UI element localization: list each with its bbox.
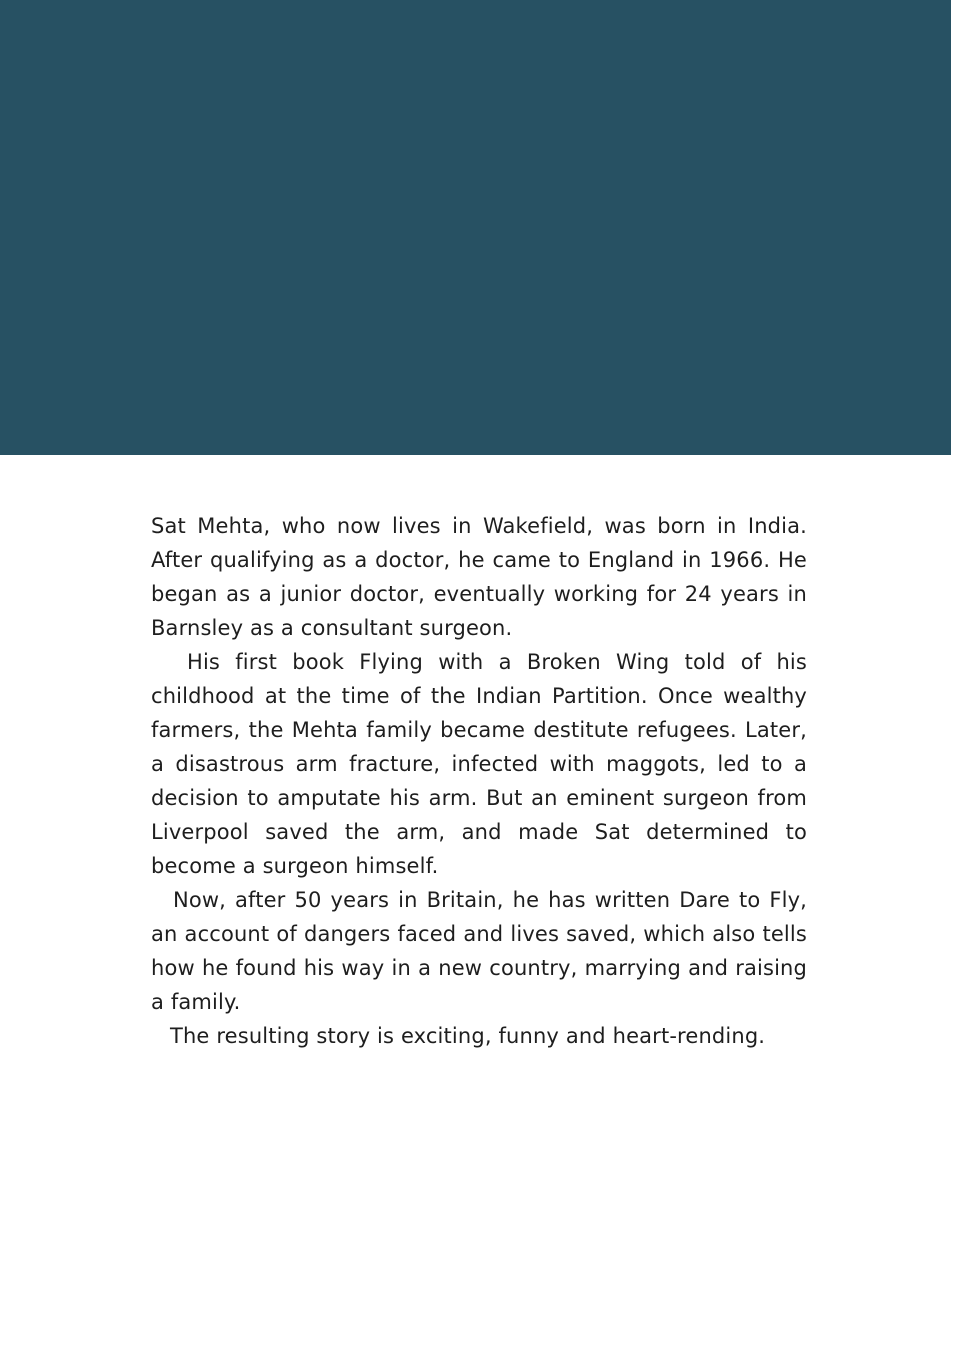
author-blurb (151, 509, 807, 1053)
blurb-paragraph-4: The resulting story is exciting, funny and heart-rending. (170, 1024, 766, 1048)
blurb-paragraph-2: His first book Flying with a Broken Wing told of his childhood at the time of the Indian Partition. Once wealthy farmers, the Mehta family became destitute refugees. Later, a disastrous arm fracture, infected with maggots, led to a decision to amputate his arm. But an eminent surgeon from Liverpool saved the arm, and made Sat determined to become a surgeon himself. (151, 650, 807, 878)
blurb-paragraph-1: Sat Mehta, who now lives in Wakefield, was born in India. After qualifying as a doctor, he came to England in 1966. He began as a junior doctor, eventually working for 24 years in Barnsley as a consultant surgeon. (151, 514, 807, 640)
blurb-paragraph-3: Now, after 50 years in Britain, he has written Dare to Fly, an account of dangers faced and lives saved, which also tells how he found his way in a new country, marrying and raising a family. (151, 888, 807, 1014)
cover-header-band (0, 0, 951, 455)
